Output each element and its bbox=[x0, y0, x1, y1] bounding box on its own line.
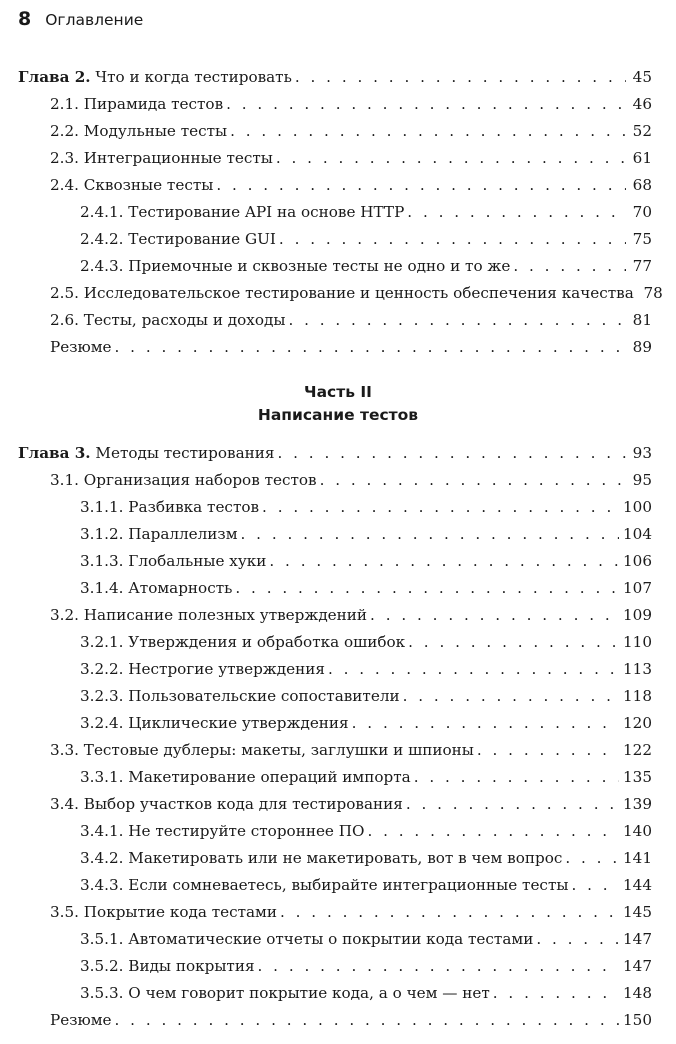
toc-entry bbox=[0, 575, 652, 601]
toc-entry bbox=[0, 145, 652, 171]
part-label: Часть II bbox=[304, 383, 372, 401]
toc-entry-text: 2.4.3. Приемочные и сквозные тесты не одно и то же bbox=[80, 257, 511, 275]
toc-entry-page: 139 bbox=[623, 795, 652, 813]
toc-entry-page: 145 bbox=[623, 903, 652, 921]
toc-entry-text: 3.2. Написание полезных утверждений bbox=[50, 606, 368, 624]
page-number: 8 bbox=[18, 8, 32, 30]
toc-entry-text: 3.2.1. Утверждения и обработка ошибок bbox=[80, 633, 406, 651]
toc-entry-page: 120 bbox=[623, 714, 652, 732]
toc-entry bbox=[0, 334, 652, 360]
toc-entry-title bbox=[50, 172, 213, 198]
toc-entry bbox=[0, 118, 652, 144]
toc-entry-text: 3.2.2. Нестрогие утверждения bbox=[80, 660, 325, 678]
toc-entry-page: 144 bbox=[623, 876, 652, 894]
toc-entry-text: 3.3.1. Макетирование операций импорта bbox=[80, 768, 411, 786]
toc-entry-text: 3.2.4. Циклические утверждения bbox=[80, 714, 349, 732]
toc-entry-title bbox=[18, 64, 292, 90]
toc-entry-page: 46 bbox=[632, 95, 652, 113]
toc-entry-text: 3.4.3. Если сомневаетесь, выбирайте интеграционные тесты bbox=[80, 876, 569, 894]
toc-entry-page: 107 bbox=[623, 579, 652, 597]
toc-entry-text: 2.4.2. Тестирование GUI bbox=[80, 230, 276, 248]
toc-entry-page: 70 bbox=[632, 203, 652, 221]
dot-leader bbox=[408, 629, 619, 655]
part-title: Написание тестов bbox=[257, 406, 419, 424]
toc-entry-text: 3.1.3. Глобальные хуки bbox=[80, 552, 267, 570]
dot-leader bbox=[352, 710, 619, 736]
toc-entry-page: 81 bbox=[632, 311, 652, 329]
toc-entry bbox=[0, 818, 652, 844]
toc-entry-page: 113 bbox=[623, 660, 652, 678]
chapter-label: Глава 2. bbox=[18, 68, 91, 86]
toc-entry-page: 77 bbox=[632, 257, 652, 275]
toc-entry bbox=[0, 521, 652, 547]
toc-entry-page: 122 bbox=[623, 741, 652, 759]
toc-entry-page: 110 bbox=[623, 633, 652, 651]
toc-entry bbox=[0, 980, 652, 1006]
toc-entry-page: 95 bbox=[632, 471, 652, 489]
toc-entry-title bbox=[80, 629, 405, 655]
toc-entry-page: 45 bbox=[632, 68, 652, 86]
dot-leader bbox=[513, 253, 626, 279]
toc-entry-page: 104 bbox=[623, 525, 652, 543]
toc-entry-text: 3.4.1. Не тестируйте стороннее ПО bbox=[80, 822, 365, 840]
toc-entry bbox=[0, 494, 652, 520]
toc-entry-title bbox=[80, 710, 349, 736]
toc-entry-title bbox=[80, 656, 325, 682]
toc-entry-page: 106 bbox=[623, 552, 652, 570]
toc-entry-text: 3.5.1. Автоматические отчеты о покрытии кода тестами bbox=[80, 930, 534, 948]
toc-entry-text: 3.1.1. Разбивка тестов bbox=[80, 498, 260, 516]
toc-entry-page: 78 bbox=[643, 284, 663, 302]
toc-entry-text: 3.1. Организация наборов тестов bbox=[50, 471, 317, 489]
toc-entry-title bbox=[50, 1007, 112, 1033]
dot-leader bbox=[407, 199, 626, 225]
toc-entry-title bbox=[50, 899, 277, 925]
toc-entry bbox=[0, 91, 652, 117]
toc-entry-text: 3.5.3. О чем говорит покрытие кода, а о чем — нет bbox=[80, 984, 490, 1002]
chapter-label: Глава 3. bbox=[18, 444, 91, 462]
toc-entry-title bbox=[80, 521, 238, 547]
toc-entry bbox=[0, 1007, 652, 1033]
toc-entry-text: Что и когда тестировать bbox=[90, 68, 292, 86]
toc-entry-text: Резюме bbox=[50, 1011, 112, 1029]
dot-leader bbox=[115, 334, 626, 360]
dot-leader bbox=[414, 764, 619, 790]
toc-entry-title bbox=[80, 953, 255, 979]
toc-entry-title bbox=[80, 872, 568, 898]
toc-entry-text: 3.4. Выбор участков кода для тестирования bbox=[50, 795, 403, 813]
toc-entry bbox=[0, 199, 652, 225]
toc-entry-title bbox=[80, 818, 364, 844]
toc-entry-title bbox=[80, 548, 266, 574]
toc-entry-page: 147 bbox=[623, 957, 652, 975]
toc-entry-page: 52 bbox=[632, 122, 652, 140]
dot-leader bbox=[258, 953, 619, 979]
toc-entry-text: 2.4. Сквозные тесты bbox=[50, 176, 214, 194]
toc-entry bbox=[0, 548, 652, 574]
dot-leader bbox=[328, 656, 619, 682]
toc-entry-page: 89 bbox=[632, 338, 652, 356]
toc-entry-text: 3.1.2. Параллелизм bbox=[80, 525, 238, 543]
toc-entry-page: 135 bbox=[623, 768, 652, 786]
toc-entry-page: 68 bbox=[632, 176, 652, 194]
toc-entry-page: 147 bbox=[623, 930, 652, 948]
toc-entry bbox=[0, 172, 652, 198]
toc-entry-title bbox=[80, 199, 404, 225]
dot-leader bbox=[571, 872, 619, 898]
toc-entry-title bbox=[80, 575, 232, 601]
dot-leader bbox=[276, 145, 626, 171]
toc-entry-page: 61 bbox=[632, 149, 652, 167]
toc-entry-title bbox=[50, 737, 474, 763]
toc-entry bbox=[0, 872, 652, 898]
dot-leader bbox=[226, 91, 626, 117]
toc-entry-title bbox=[80, 253, 510, 279]
toc-entry-text: 2.4.1. Тестирование API на основе HTTP bbox=[80, 203, 405, 221]
toc-entry-text: 3.1.4. Атомарность bbox=[80, 579, 233, 597]
dot-leader bbox=[536, 926, 619, 952]
dot-leader bbox=[216, 172, 626, 198]
toc-entry bbox=[0, 926, 652, 952]
dot-leader bbox=[565, 845, 619, 871]
dot-leader bbox=[320, 467, 626, 493]
toc-entry bbox=[0, 602, 652, 628]
toc-entry-page: 118 bbox=[623, 687, 652, 705]
toc-entry-text: 3.2.3. Пользовательские сопоставители bbox=[80, 687, 400, 705]
dot-leader bbox=[367, 818, 619, 844]
toc-entry-text: 2.6. Тесты, расходы и доходы bbox=[50, 311, 286, 329]
dot-leader bbox=[235, 575, 619, 601]
toc-entry bbox=[0, 629, 652, 655]
page-header bbox=[18, 8, 143, 30]
toc-entry bbox=[0, 226, 652, 252]
toc-entry-title bbox=[80, 764, 411, 790]
toc-entry-title bbox=[50, 791, 403, 817]
toc-entry bbox=[0, 656, 652, 682]
toc-entry-title bbox=[80, 226, 276, 252]
toc-entry-text: 3.5.2. Виды покрытия bbox=[80, 957, 255, 975]
dot-leader bbox=[295, 64, 626, 90]
toc-entry-page: 109 bbox=[623, 606, 652, 624]
toc-entry-page: 150 bbox=[623, 1011, 652, 1029]
toc-entry-title bbox=[80, 926, 533, 952]
toc-entry-page: 140 bbox=[623, 822, 652, 840]
toc-entry-title bbox=[50, 467, 317, 493]
toc-entry-title bbox=[50, 145, 273, 171]
toc-entry-title bbox=[50, 307, 285, 333]
toc-entry-text: 2.2. Модульные тесты bbox=[50, 122, 228, 140]
dot-leader bbox=[288, 307, 626, 333]
toc-entry-page: 93 bbox=[632, 444, 652, 462]
toc-entry bbox=[0, 683, 652, 709]
dot-leader bbox=[280, 899, 619, 925]
dot-leader bbox=[370, 602, 619, 628]
toc-entry-text: Резюме bbox=[50, 338, 112, 356]
dot-leader bbox=[403, 683, 619, 709]
dot-leader bbox=[230, 118, 626, 144]
toc-entry bbox=[0, 440, 652, 466]
dot-leader bbox=[262, 494, 619, 520]
toc-entry-title bbox=[18, 440, 274, 466]
toc-entry-page: 100 bbox=[623, 498, 652, 516]
toc-entry bbox=[0, 737, 652, 763]
toc-entry-title bbox=[50, 91, 223, 117]
toc-entry bbox=[0, 764, 652, 790]
running-title: Оглавление bbox=[45, 11, 144, 29]
toc-entry-title bbox=[80, 683, 400, 709]
toc-entry-text: 2.1. Пирамида тестов bbox=[50, 95, 224, 113]
toc-entry-page: 75 bbox=[632, 230, 652, 248]
toc-entry-title bbox=[80, 845, 562, 871]
toc-entry-title bbox=[50, 280, 634, 306]
toc-entry bbox=[0, 467, 652, 493]
toc-entry-page: 148 bbox=[623, 984, 652, 1002]
toc-entry-text: 2.3. Интеграционные тесты bbox=[50, 149, 273, 167]
toc-entry bbox=[0, 953, 652, 979]
toc-entry bbox=[0, 307, 652, 333]
toc-entry bbox=[0, 710, 652, 736]
toc-entry-text: Методы тестирования bbox=[90, 444, 275, 462]
toc-entry-page: 141 bbox=[623, 849, 652, 867]
toc-entry bbox=[0, 845, 652, 871]
dot-leader bbox=[406, 791, 619, 817]
toc-entry bbox=[0, 791, 652, 817]
toc-entry-title bbox=[50, 602, 367, 628]
toc-entry-title bbox=[50, 118, 227, 144]
dot-leader bbox=[277, 440, 626, 466]
toc-entry-text: 3.4.2. Макетировать или не макетировать, вот в чем вопрос bbox=[80, 849, 563, 867]
dot-leader bbox=[115, 1007, 619, 1033]
dot-leader bbox=[493, 980, 619, 1006]
toc-entry-text: 3.5. Покрытие кода тестами bbox=[50, 903, 277, 921]
dot-leader bbox=[279, 226, 626, 252]
toc-entry-title bbox=[80, 980, 490, 1006]
toc-entry bbox=[0, 64, 652, 90]
toc-entry-text: 3.3. Тестовые дублеры: макеты, заглушки и шпионы bbox=[50, 741, 474, 759]
toc-entry bbox=[0, 253, 652, 279]
dot-leader bbox=[269, 548, 619, 574]
toc-entry-text: 2.5. Исследовательское тестирование и ценность обеспечения качества bbox=[50, 284, 634, 302]
dot-leader bbox=[477, 737, 619, 763]
dot-leader bbox=[241, 521, 619, 547]
toc-entry bbox=[0, 899, 652, 925]
toc-entry-title bbox=[50, 334, 112, 360]
toc-entry bbox=[0, 280, 663, 306]
toc-entry-title bbox=[80, 494, 259, 520]
